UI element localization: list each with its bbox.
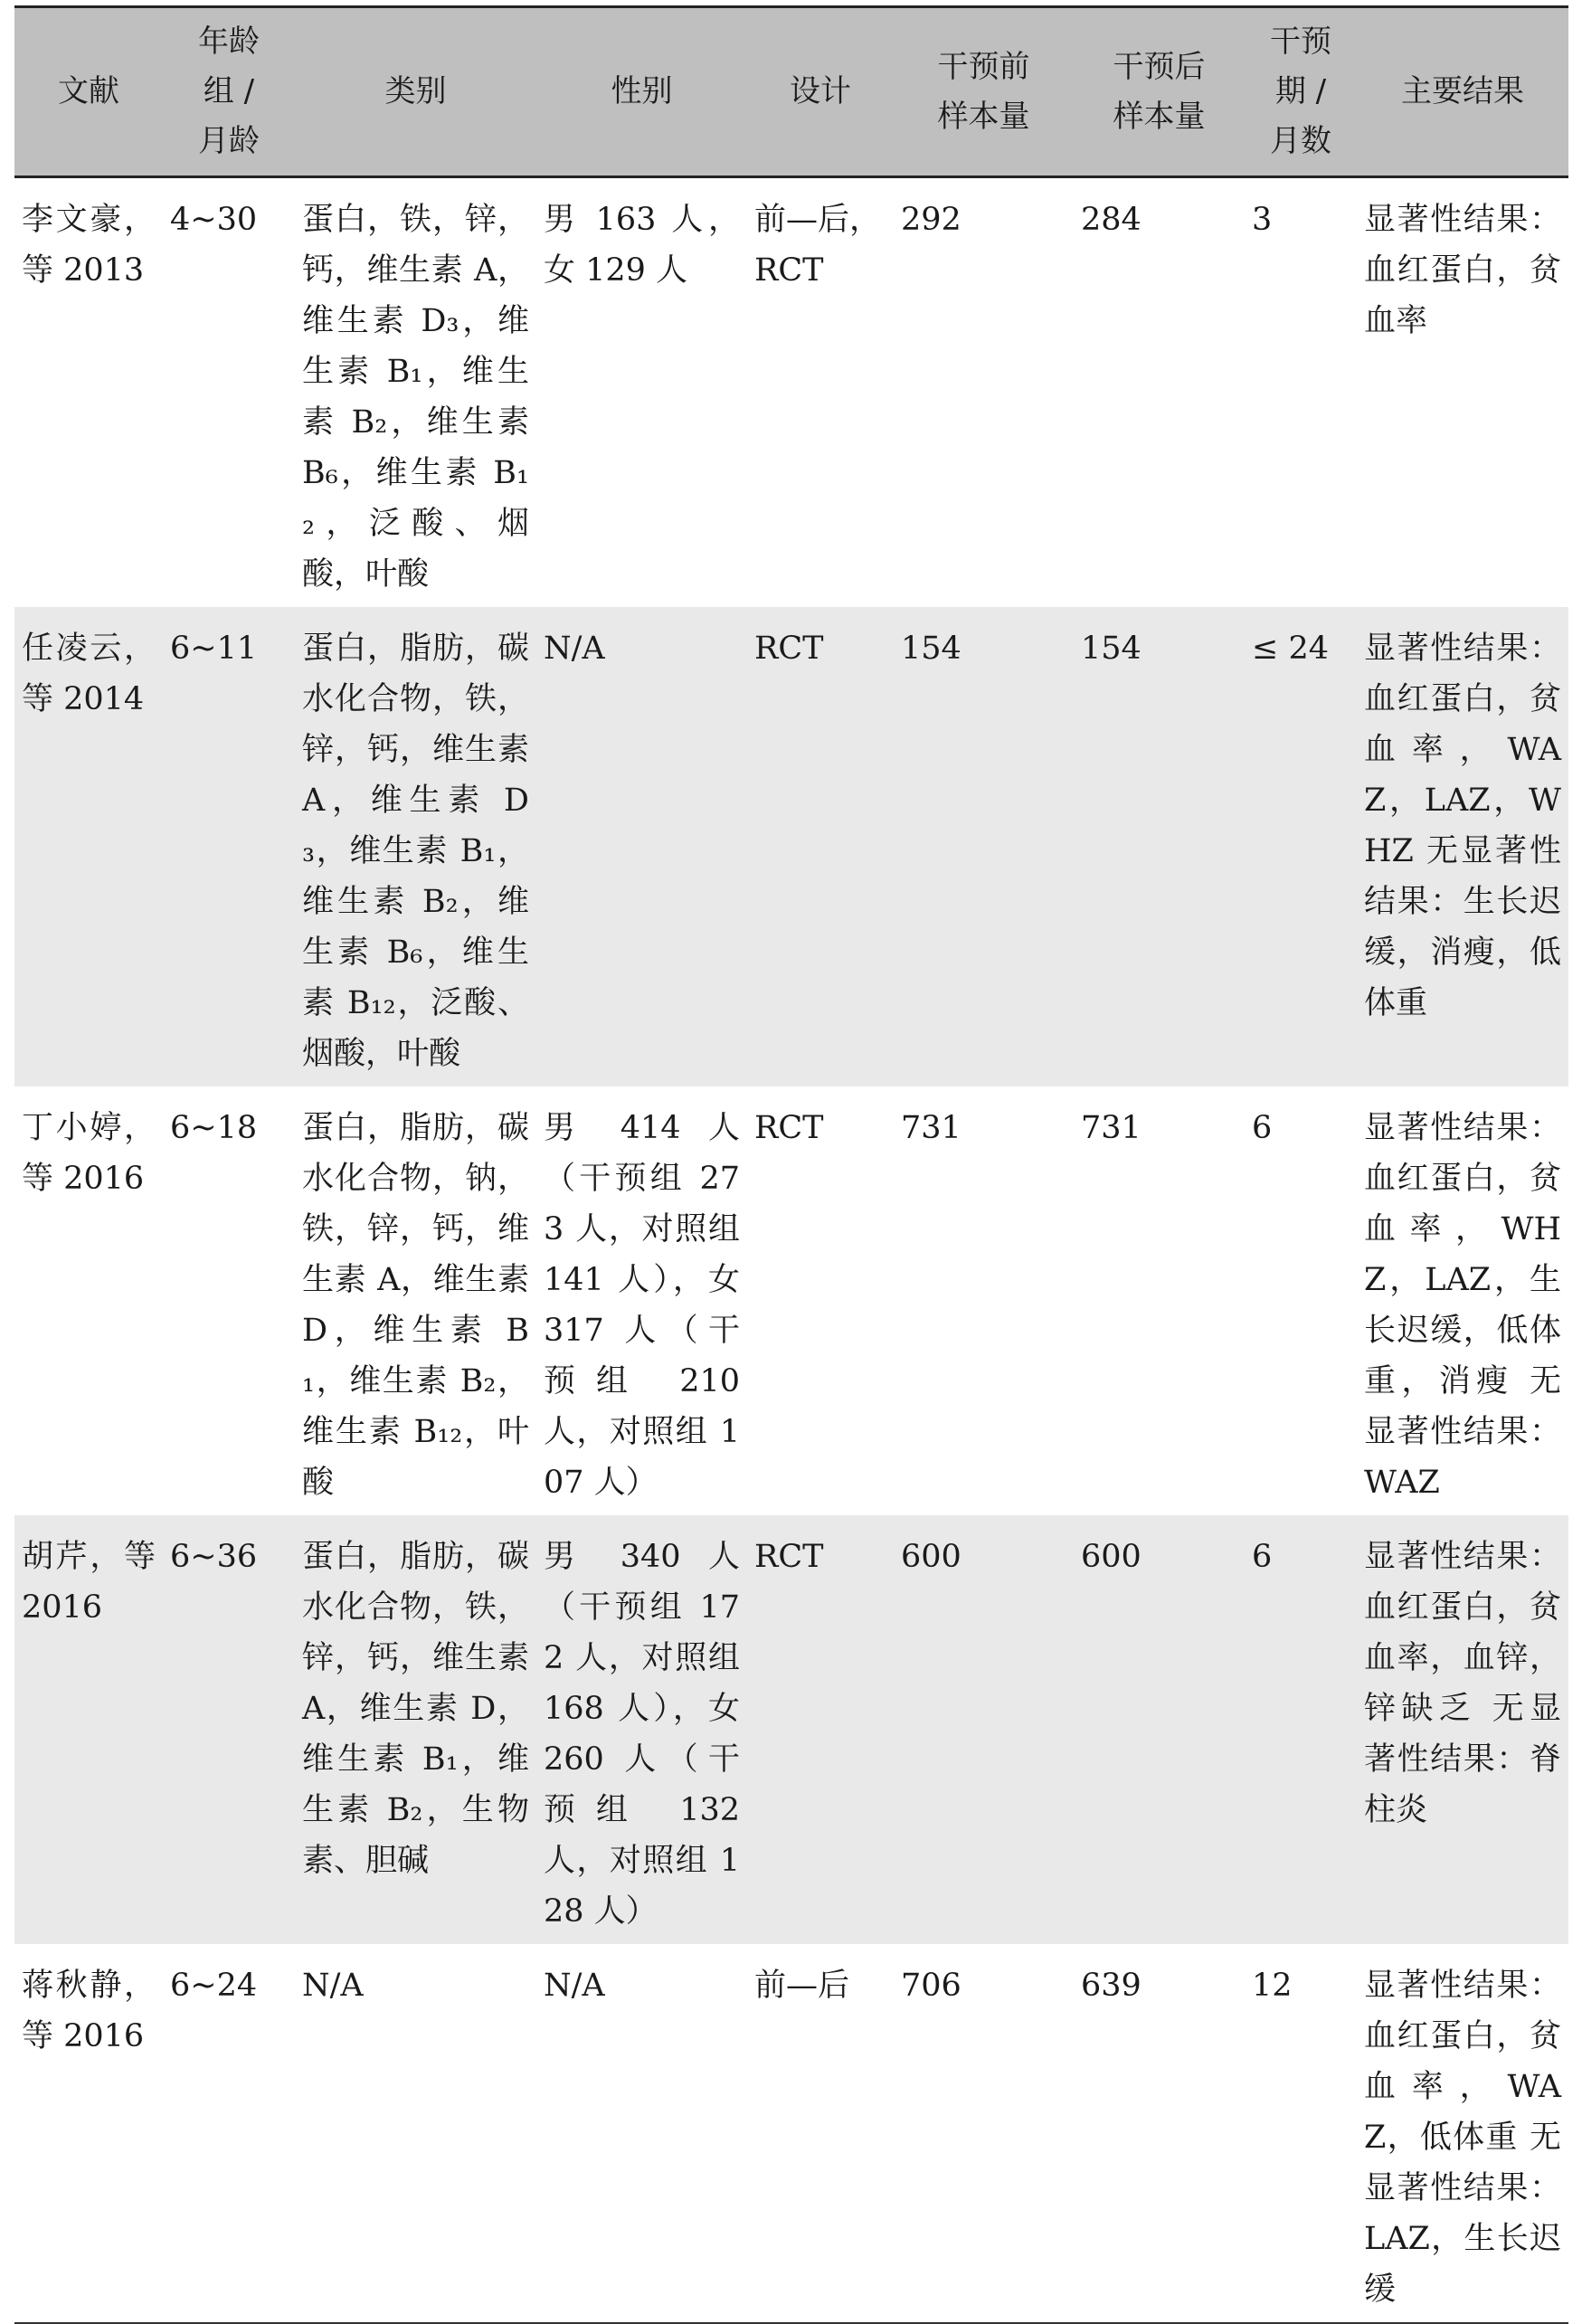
cell-ref: 丁小婷，等 2016 [22, 1110, 156, 1197]
cell-age: 6~36 [163, 1515, 295, 1944]
header-n-before: 干预前 样本量 [894, 7, 1074, 177]
cell-design: RCT [754, 1110, 824, 1146]
cell-ref: 胡芹，等 2016 [14, 1515, 163, 1944]
cell-period: 3 [1252, 202, 1273, 238]
cell-age: 6~18 [170, 1110, 258, 1146]
table-row [14, 1944, 1568, 2323]
cell-age: 6~11 [163, 607, 295, 1086]
cell-n-after: 639 [1074, 1944, 1245, 2323]
cell-results: 显著性结果：血红蛋白，贫血率，WAZ，低体重 无显著性结果：LAZ，生长迟缓 [1357, 1944, 1568, 2323]
cell-period: 12 [1245, 1944, 1357, 2323]
cell-results: 显著性结果：血红蛋白，贫血率，WAZ，LAZ，WHZ 无显著性结果：生长迟缓，消瘦，低体重 [1357, 607, 1568, 1086]
cell-period: 6 [1252, 1110, 1273, 1146]
cell-category: 蛋白，脂肪，碳水化合物，钠，铁，锌，钙，维生素 A，维生素 D，维生素 B₁，维生素 B₂，维生素 B₁₂，叶酸 [302, 1110, 529, 1501]
cell-design: RCT [747, 1515, 894, 1944]
cell-sex: N/A [536, 1944, 747, 2323]
cell-n-before: 292 [901, 202, 962, 238]
cell-ref: 任凌云，等 2014 [14, 607, 163, 1086]
cell-n-before: 600 [894, 1515, 1074, 1944]
cell-category: 蛋白，铁，锌，钙，维生素 A，维生素 D₃，维生素 B₁，维生素 B₂，维生素 B₆，维生素 B₁₂，泛酸、烟酸，叶酸 [302, 202, 529, 593]
table-row [14, 607, 1568, 1086]
cell-ref: 李文豪，等 2013 [22, 202, 156, 289]
cell-sex: 男 340 人（干预组 172 人，对照组 168 人），女 260 人（干预组 132 人，对照组 128 人） [536, 1515, 747, 1944]
cell-results: 显著性结果：血红蛋白，贫血率 [1364, 202, 1561, 339]
cell-n-before: 706 [894, 1944, 1074, 2323]
cell-results: 显著性结果：血红蛋白，贫血率，血锌，锌缺乏 无显著性结果：脊柱炎 [1357, 1515, 1568, 1944]
cell-sex: 男 163 人，女 129 人 [544, 202, 740, 289]
table-row [14, 1086, 1568, 1515]
cell-design: 前—后，RCT [754, 202, 882, 289]
cell-category: 蛋白，脂肪，碳水化合物，铁，锌，钙，维生素 A，维生素 D，维生素 B₁，维生素 B₂，生物素、胆碱 [295, 1515, 536, 1944]
header-period: 干预 期 / 月数 [1245, 7, 1357, 177]
cell-age: 4~30 [170, 202, 258, 238]
cell-age: 6~24 [163, 1944, 295, 2323]
header-age: 年龄 组 / 月龄 [163, 7, 295, 177]
header-category: 类别 [295, 7, 536, 177]
header-sex: 性别 [536, 7, 747, 177]
table-row [14, 1515, 1568, 1944]
literature-table [14, 5, 1568, 2324]
cell-design: 前—后 [747, 1944, 894, 2323]
cell-category: 蛋白，脂肪，碳水化合物，铁，锌，钙，维生素 A，维生素 D₃，维生素 B₁，维生素 B₂，维生素 B₆，维生素 B₁₂，泛酸、烟酸，叶酸 [295, 607, 536, 1086]
cell-n-after: 600 [1074, 1515, 1245, 1944]
cell-results: 显著性结果：血红蛋白，贫血率，WHZ，LAZ，生长迟缓，低体重，消瘦 无显著性结果：WAZ [1364, 1110, 1561, 1501]
header-design: 设计 [747, 7, 894, 177]
cell-design: RCT [747, 607, 894, 1086]
cell-period: 6 [1245, 1515, 1357, 1944]
cell-n-before: 154 [894, 607, 1074, 1086]
cell-n-after: 154 [1074, 607, 1245, 1086]
header-results: 主要结果 [1357, 7, 1568, 177]
header-n-after: 干预后 样本量 [1074, 7, 1245, 177]
cell-sex: N/A [536, 607, 747, 1086]
header-ref: 文献 [14, 7, 163, 177]
cell-category: N/A [295, 1944, 536, 2323]
cell-period: ≤ 24 [1245, 607, 1357, 1086]
cell-n-after: 284 [1081, 202, 1142, 238]
cell-ref: 蒋秋静，等 2016 [14, 1944, 163, 2323]
cell-n-after: 731 [1081, 1110, 1142, 1146]
cell-sex: 男 414 人（干预组 273 人，对照组 141 人），女 317 人（干预组 210 人，对照组 107 人） [544, 1110, 740, 1501]
table-row [14, 177, 1568, 608]
cell-n-before: 731 [901, 1110, 962, 1146]
header-row [14, 7, 1568, 177]
